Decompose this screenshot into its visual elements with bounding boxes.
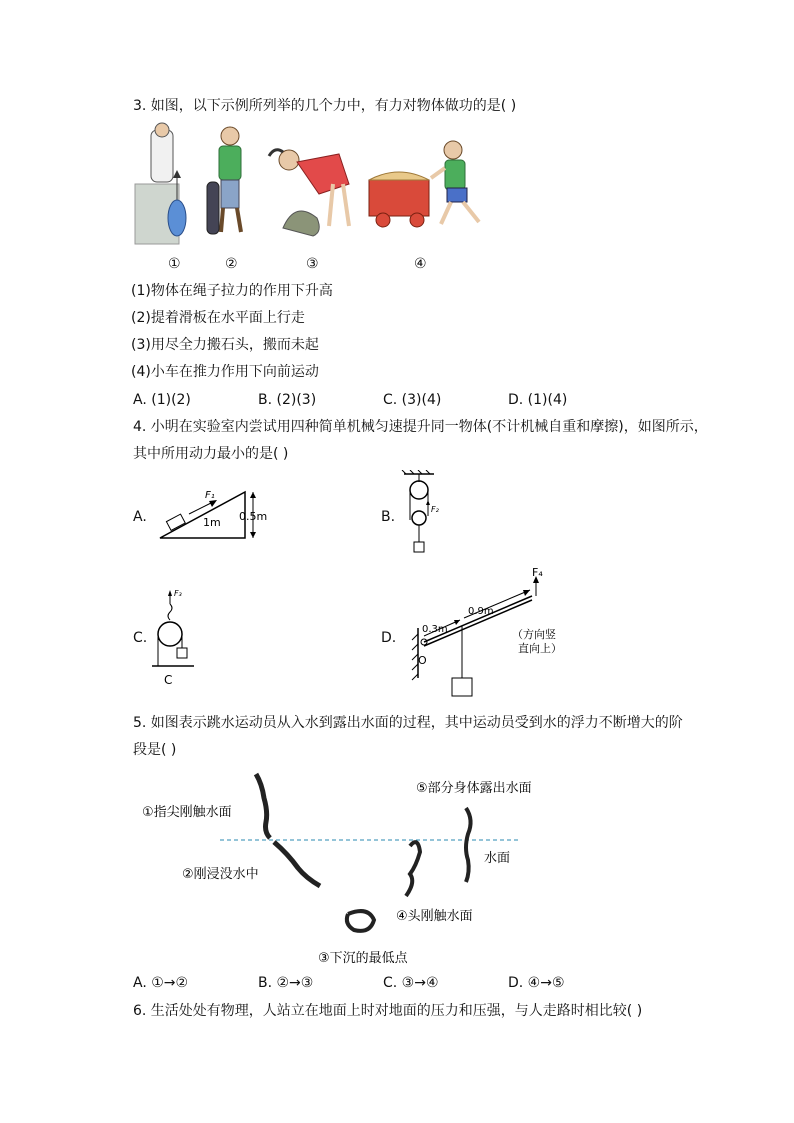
q5-label-3: ③下沉的最低点 (318, 951, 408, 966)
q4-figD-short: 0.3m (422, 624, 448, 635)
q3-item-2: (2)提着滑板在水平面上行走 (131, 310, 305, 326)
q4-figA-force: F₁ (205, 490, 215, 501)
q4-figD-long: 0.9m (468, 606, 494, 617)
q4-figD-note1: （方向竖 (512, 628, 556, 641)
q3-figure-2 (207, 127, 241, 234)
q3-figure-1 (135, 123, 186, 244)
q4-option-c[interactable]: C. (133, 630, 148, 646)
q5-water-label: 水面 (484, 851, 511, 866)
q4-figC-label: C (164, 673, 173, 687)
q4-option-a[interactable]: A. (133, 509, 147, 525)
q4-figB-force: F₂ (431, 505, 439, 514)
q4-figD-force: F₄ (532, 566, 543, 579)
q3-marker-2: ② (225, 256, 238, 272)
q4-figA-height: 0.5m (239, 510, 268, 523)
q5-option-d[interactable]: D. ④→⑤ (508, 975, 565, 991)
q5-diver-4 (406, 842, 420, 896)
q4-figure-c-pulley (150, 584, 210, 692)
q4-figC-force: F₃ (174, 589, 182, 598)
q4-figure-b-pulley (398, 470, 458, 562)
q4-option-d[interactable]: D. (381, 630, 397, 646)
q4-figA-slope: 1m (203, 516, 221, 529)
q5-diving-figure (140, 768, 540, 968)
q3-marker-4: ④ (414, 256, 427, 272)
q3-illustrations (133, 122, 503, 250)
q3-option-c[interactable]: C. (3)(4) (383, 392, 442, 408)
q6-stem: 6. 生活处处有物理，人站立在地面上时对地面的压力和压强，与人走路时相比较( ) (133, 1003, 643, 1019)
q5-label-5: ⑤部分身体露出水面 (416, 781, 532, 796)
q5-label-2: ②刚浸没水中 (182, 867, 259, 882)
q4-option-b[interactable]: B. (381, 509, 396, 525)
q4-figure-d-lever (400, 566, 580, 706)
q4-figure-a-incline (155, 480, 275, 542)
q5-option-a[interactable]: A. ①→② (133, 975, 189, 991)
q3-option-a[interactable]: A. (1)(2) (133, 392, 191, 408)
q5-stem-line2: 段是( ) (133, 742, 177, 758)
q5-diver-3 (347, 911, 374, 931)
q5-stem-line1: 5. 如图表示跳水运动员从入水到露出水面的过程，其中运动员受到水的浮力不断增大的阶 (133, 715, 683, 731)
q5-option-c[interactable]: C. ③→④ (383, 975, 439, 991)
q3-item-4: (4)小车在推力作用下向前运动 (131, 364, 319, 380)
q3-option-b[interactable]: B. (2)(3) (258, 392, 317, 408)
q5-label-1: ①指尖刚触水面 (142, 805, 232, 820)
q5-option-b[interactable]: B. ②→③ (258, 975, 314, 991)
q3-item-3: (3)用尽全力搬石头，搬而未起 (131, 337, 319, 353)
q3-marker-1: ① (168, 256, 181, 272)
q3-figure-3 (269, 150, 349, 236)
q3-figure-4 (369, 141, 479, 227)
q5-label-4: ④头刚触水面 (396, 909, 473, 924)
q5-diver-5 (466, 808, 471, 882)
q4-stem-line1: 4. 小明在实验室内尝试用四种简单机械匀速提升同一物体(不计机械自重和摩擦)，如图所示， (133, 419, 708, 435)
q5-diver-1 (256, 774, 270, 838)
q3-marker-3: ③ (306, 256, 319, 272)
q3-item-1: (1)物体在绳子拉力的作用下升高 (131, 283, 333, 299)
q5-diver-2 (274, 842, 320, 886)
q4-stem-line2: 其中所用动力最小的是( ) (133, 446, 289, 462)
q4-figD-note2: 直向上） (518, 642, 562, 655)
q3-stem: 3. 如图，以下示例所列举的几个力中，有力对物体做功的是( ) (133, 98, 517, 114)
q3-option-d[interactable]: D. (1)(4) (508, 392, 568, 408)
q4-figD-pivot: O (418, 654, 427, 667)
